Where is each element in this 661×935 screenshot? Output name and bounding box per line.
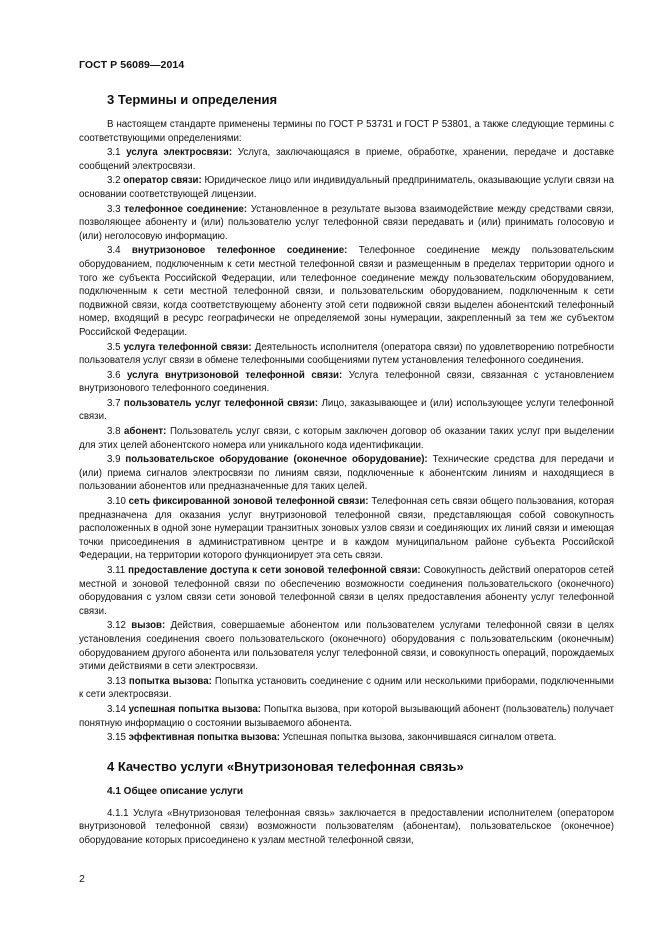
term-definition (79, 425, 614, 452)
term-definition (79, 203, 614, 244)
term-number: 3.8 (107, 426, 121, 438)
term-definition (79, 174, 614, 201)
term-number: 3.9 (107, 454, 121, 466)
term-number: 3.11 (107, 565, 126, 576)
term-number: 3.5 (107, 341, 121, 353)
term-number: 3.6 (107, 369, 121, 381)
term-number: 3.12 (107, 620, 126, 632)
term-text: Телефонная сеть связи общего пользования, которая предназначена для оказания услуг внутризоновой телефонной связи, представляющая собой совокупность расположенных в одной зоне нумерации транзитных зоновых узлов связи и соединяющих их линий связи и имеющая точки присоединения в административном центре и в каждом муниципальном районе субъекта Российской Федерации, на территории которого функционирует эта сеть связи. (79, 496, 614, 562)
term-name: услуга внутризоновой телефонной связи: (127, 369, 343, 381)
term-definition (79, 495, 614, 563)
term-text: Действия, совершаемые абонентом или пользователем услугами телефонной связи в целях установления соединения своего пользовательского (оконечного) оборудования с пользовательским (оконечным) оборудованием другого абонента или пользователя услуг телефонной связи, и совокупность операций, порождаемых этими действиями в сети электросвязи. (79, 620, 614, 673)
term-name: услуга телефонной связи: (123, 341, 252, 353)
term-number: 3.10 (107, 496, 126, 508)
term-definition (79, 564, 614, 618)
term-text: Телефонное соединение между пользовательским оборудованием, подключенным к сети местной телефонной связи и размещенным в пределах территории одного и того же субъекта Российской Федерации, или телефонное соединение между пользовательским оборудованием, подключенным к сети местной телефонной связи, и пользовательским оборудованием, подключенным к сети подвижной связи, когда соответствующему абоненту этой сети подвижной связи выделен абонентский телефонный номер, входящий в ресурс географически не определяемой зоны нумерации, закрепленный за тем же субъектом Российской Федерации. (79, 245, 614, 338)
term-text: Совокупность действий операторов сетей местной и зоновой телефонной связи по обеспечению возможности соединения пользовательского (оконечного) оборудования с узлом связи сети зоновой телефонной связи в целях предоставления абоненту услуг телефонной связи. (79, 565, 614, 617)
term-number: 3.7 (107, 397, 121, 409)
term-text: Установленное в результате вызова взаимодействие между средствами связи, позволяющее абоненту и (или) пользователю услуг телефонной связи передавать и (или) принимать голосовую и (или) неголосовую информацию. (79, 203, 614, 242)
term-name: вызов: (131, 620, 166, 632)
term-number: 3.4 (107, 245, 121, 257)
term-text: Успешная попытка вызова, закончившаяся сигналом ответа. (282, 732, 557, 744)
term-name: пользователь услуг телефонной связи: (123, 397, 319, 409)
term-name: услуга электросвязи: (126, 147, 233, 159)
section-4-paragraph: 4.1.1 Услуга «Внутризоновая телефонная связь» заключается в предоставлении исполнителем (оператором внутризоновой телефонной связи) возможности пользователям (абонентам), пользовательское (оконечное) оборудование которых присоединено к узлам местной телефонной связи, (79, 807, 614, 846)
term-definition (79, 397, 614, 424)
term-definition (79, 675, 614, 702)
page-content (79, 92, 614, 848)
term-name: предоставление доступа к сети зоновой телефонной связи: (128, 565, 421, 576)
term-number: 3.14 (107, 703, 126, 715)
spacer (79, 745, 614, 759)
term-number: 3.3 (107, 203, 121, 215)
section-3-intro: В настоящем стандарте применены термины по ГОСТ Р 53731 и ГОСТ Р 53801, а также следующие термины с соответствующими определениями: (79, 119, 614, 144)
term-number: 3.15 (107, 732, 126, 744)
term-text: Деятельность исполнителя (оператора связи) по удовлетворению потребности пользователя услуг связи в обмене телефонными сообщениями путем установления телефонного соединения. (79, 341, 614, 367)
term-name: телефонное соединение: (124, 203, 248, 215)
term-number: 3.1 (107, 147, 121, 159)
term-definition (79, 731, 614, 745)
term-name: успешная попытка вызова: (128, 703, 262, 715)
term-text: Услуга, заключающаяся в приеме, обработке, хранении, передаче и доставке сообщений электросвязи. (79, 147, 614, 172)
term-number: 3.2 (107, 175, 121, 187)
term-text: Пользователь услуг связи, с которым заключен договор об оказании таких услуг при выделении для этих целей абонентского номера или уникального кода идентификации. (79, 426, 614, 451)
term-name: сеть фиксированной зоновой телефонной связи: (128, 496, 369, 508)
term-definition (79, 703, 614, 730)
term-name: внутризоновое телефонное соединение: (131, 245, 348, 257)
term-definition (79, 619, 614, 673)
term-text: Лицо, заказывающее и (или) использующее услуги телефонной связи. (79, 397, 614, 423)
term-definition (79, 341, 614, 368)
term-name: эффективная попытка вызова: (128, 732, 280, 744)
subsection-4-1-heading: 4.1 Общее описание услуги (107, 785, 244, 797)
term-text: Юридическое лицо или индивидуальный предприниматель, оказывающие услуги связи на основании соответствующей лицензии. (79, 175, 614, 200)
standard-designation: ГОСТ Р 56089—2014 (79, 59, 185, 71)
page-number: 2 (79, 873, 85, 885)
term-definition (79, 369, 614, 396)
term-definition (79, 146, 614, 173)
term-name: пользовательское оборудование (оконечное оборудование): (125, 454, 428, 466)
term-text: Попытка вызова, при которой вызывающий абонент (пользователь) получает понятную информацию о состоянии вызываемого абонента. (79, 703, 614, 729)
term-name: оператор связи: (123, 175, 202, 187)
term-definition (79, 453, 614, 494)
term-number: 3.13 (107, 675, 126, 687)
section-3-heading: 3 Термины и определения (107, 92, 278, 107)
term-definition (79, 244, 614, 339)
section-4-heading: 4 Качество услуги «Внутризоновая телефонная связь» (107, 758, 464, 774)
term-text: Технические средства для передачи и (или) приема сигналов электросвязи по линиям связи, подключенные к абонентским линиям и находящиеся в пользовании абонентов или предназначенные для таких целей. (79, 454, 614, 493)
term-name: абонент: (124, 426, 167, 438)
term-text: Попытка установить соединение с одним или несколькими приборами, подключенными к сети электросвязи. (79, 675, 614, 701)
term-text: Услуга телефонной связи, связанная с установлением внутризонового телефонного соединения. (79, 369, 614, 395)
term-name: попытка вызова: (128, 675, 212, 687)
